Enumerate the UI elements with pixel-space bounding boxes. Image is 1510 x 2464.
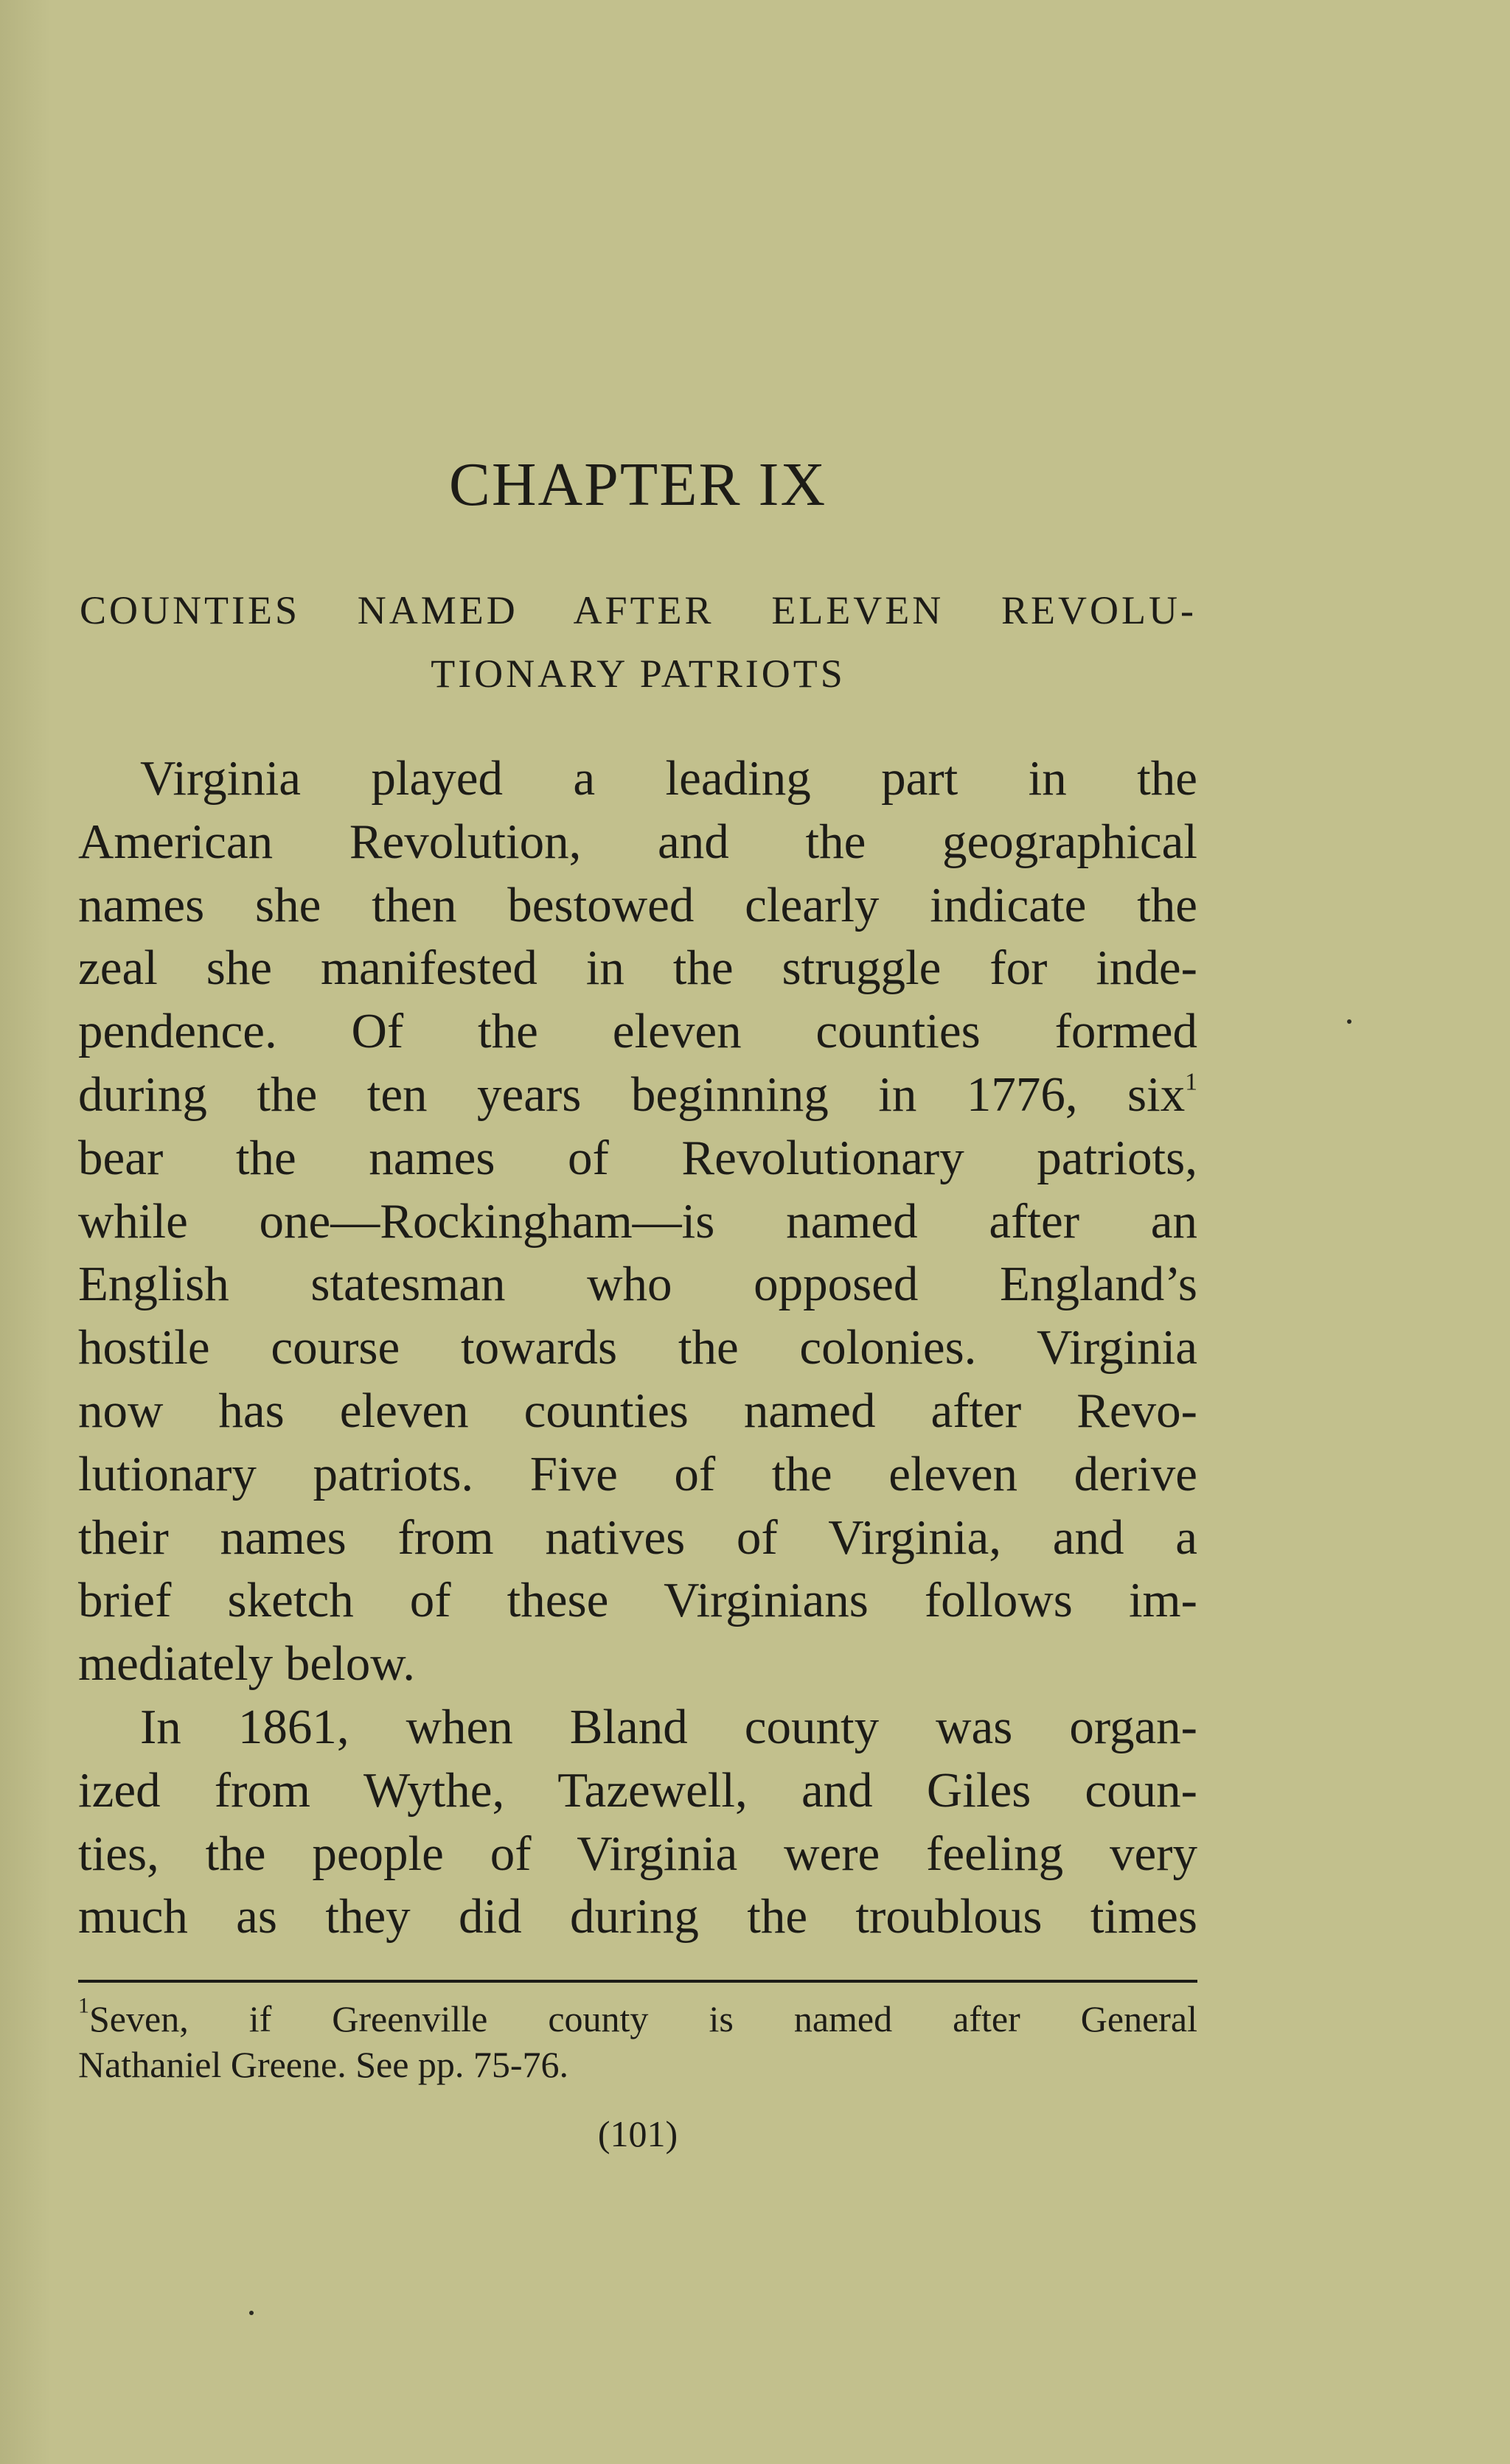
text-line: ties, the people of Virginia were feeling very: [78, 1826, 1197, 1881]
text-line: bear the names of Revolutionary patriots,: [78, 1130, 1197, 1185]
page-number: (101): [597, 2113, 678, 2154]
subtitle-line: TIONARY PATRIOTS: [431, 652, 846, 696]
footnote-line: Nathaniel Greene. See pp. 75-76.: [78, 2044, 569, 2085]
text-line: ized from Wythe, Tazewell, and Giles coun-: [78, 1762, 1197, 1818]
text-line: American Revolution, and the geographical: [78, 814, 1197, 869]
text-line: brief sketch of these Virginians follows im-: [78, 1573, 1197, 1628]
text-line: zeal she manifested in the struggle for inde-: [78, 940, 1197, 996]
text-line: much as they did during the troublous times: [78, 1889, 1197, 1944]
text-line: English statesman who opposed England’s: [78, 1257, 1197, 1312]
text-line: names she then bestowed clearly indicate the: [78, 877, 1197, 932]
text-line: pendence. Of the eleven counties formed: [78, 1004, 1197, 1059]
text-line: mediately below.: [78, 1636, 416, 1692]
footnote-reference: 1: [1185, 1068, 1197, 1096]
text-line: while one—Rockingham—is named after an: [78, 1193, 1197, 1249]
paper-speck: [249, 2311, 254, 2315]
paper-speck: [1347, 1019, 1351, 1024]
text-line: now has eleven counties named after Revo-: [78, 1383, 1197, 1438]
text-line-content: during the ten years beginning in 1776, six: [78, 1067, 1186, 1122]
footnote-line: [78, 1993, 1197, 2042]
text-line: lutionary patriots. Five of the eleven derive: [78, 1446, 1197, 1501]
chapter-title: CHAPTER IX: [448, 450, 827, 519]
body-text: [78, 747, 1197, 1949]
footnote-marker: 1: [78, 1993, 89, 2018]
subtitle-line: COUNTIES NAMED AFTER ELEVEN REVOLU-: [80, 588, 1197, 632]
footnote-text: Seven, if Greenville county is named after General: [89, 1998, 1197, 2039]
text-line: hostile course towards the colonies. Virginia: [78, 1320, 1197, 1375]
chapter-subtitle: [80, 579, 1197, 705]
footnote: [78, 1993, 1197, 2087]
text-line: Virginia played a leading part in the: [140, 751, 1197, 806]
text-line-with-footnote-ref: [78, 1064, 1197, 1127]
footnote-divider: [78, 1980, 1197, 1983]
text-line: In 1861, when Bland county was organ-: [140, 1699, 1197, 1754]
text-line: their names from natives of Virginia, and a: [78, 1510, 1197, 1565]
